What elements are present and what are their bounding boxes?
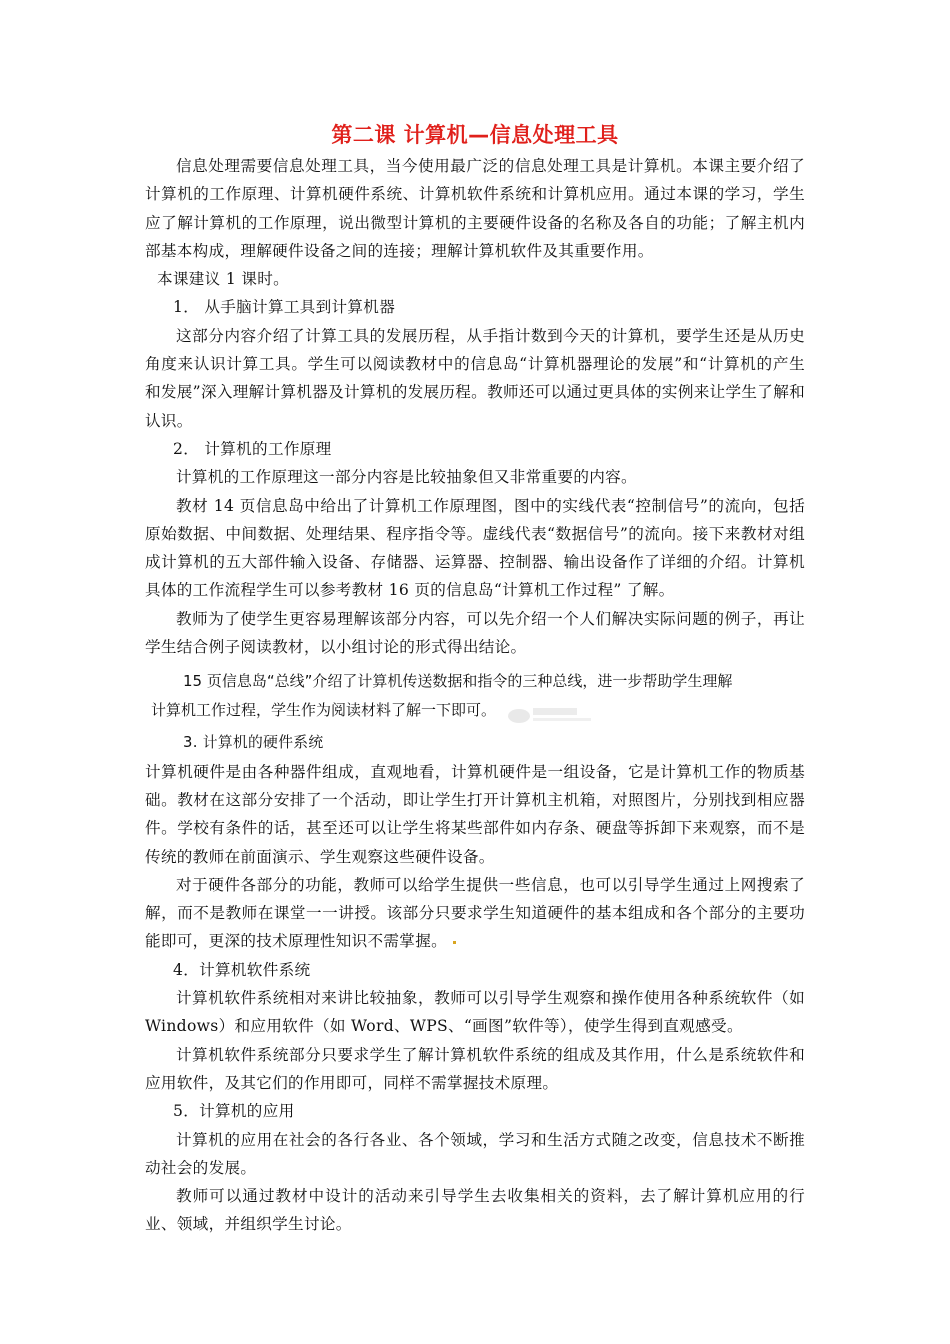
intro-paragraph: 信息处理需要信息处理工具，当今使用最广泛的信息处理工具是计算机。本课主要介绍了计算机的工作原理、计算机硬件系统、计算机软件系统和计算机应用。通过本课的学习，学生应了解计算机的工作原理，说出微型计算机的主要硬件设备的名称及各自的功能；了解主机内部基本构成，理解硬件设备之间的连接；理解计算机软件及其重要作用。	[145, 157, 805, 260]
section-2-bus-note	[145, 667, 805, 725]
section-1-heading: 1． 从手脑计算工具到计算机器	[173, 298, 396, 317]
section-5-paragraph-1: 计算机的应用在社会的各行各业、各个领域，学习和生活方式随之改变，信息技术不断推动社会的发展。	[145, 1130, 805, 1177]
document-page	[145, 118, 805, 1239]
bus-note-line-1: 15 页信息岛“总线”介绍了计算机传送数据和指令的三种总线，进一步帮助学生理解	[183, 672, 733, 691]
watermark-logo-icon	[505, 700, 595, 728]
section-4-paragraph-2: 计算机软件系统部分只要求学生了解计算机软件系统的组成及其作用，什么是系统软件和应用软件，及其它们的作用即可，同样不需掌握技术原理。	[145, 1045, 805, 1092]
mark-dot-icon	[453, 941, 456, 944]
section-3-paragraph-1: 计算机硬件是由各种器件组成，直观地看，计算机硬件是一组设备，它是计算机工作的物质基础。教材在这部分安排了一个活动，即让学生打开计算机主机箱，对照图片，分别找到相应器件。学校有条件的话，甚至还可以让学生将某些部件如内存条、硬盘等拆卸下来观察，而不是传统的教师在前面演示、学生观察这些硬件设备。	[145, 762, 805, 866]
bus-note-line-2: 计算机工作过程，学生作为阅读材料了解一下即可。	[151, 701, 497, 720]
lesson-suggestion: 本课建议 1 课时。	[157, 270, 289, 289]
section-5-paragraph-2: 教师可以通过教材中设计的活动来引导学生去收集相关的资料，去了解计算机应用的行业、领域，并组织学生讨论。	[145, 1187, 805, 1234]
section-4-paragraph-1: 计算机软件系统相对来讲比较抽象，教师可以引导学生观察和操作使用各种系统软件（如 Windows）和应用软件（如 Word、WPS、“画图”软件等），使学生得到直观感受。	[145, 989, 805, 1036]
section-3-paragraph-2	[145, 871, 805, 956]
section-5-heading: 5．计算机的应用	[173, 1102, 295, 1121]
section-2-heading: 2． 计算机的工作原理	[173, 439, 332, 458]
section-3-paragraph-2-text: 对于硬件各部分的功能，教师可以给学生提供一些信息，也可以引导学生通过上网搜索了解，而不是教师在课堂一一讲授。该部分只要求学生知道硬件的基本组成和各个部分的主要功能即可，更深的技术原理性知识不需掌握。	[145, 875, 805, 951]
document-title: 第二课 计算机—信息处理工具	[331, 123, 619, 147]
section-2-paragraph-3: 教师为了使学生更容易理解该部分内容，可以先介绍一个人们解决实际问题的例子，再让学生结合例子阅读教材，以小组讨论的形式得出结论。	[145, 609, 805, 657]
section-1-paragraph: 这部分内容介绍了计算工具的发展历程，从手指计数到今天的计算机，要学生还是从历史角度来认识计算工具。学生可以阅读教材中的信息岛“计算机器理论的发展”和“计算机的产生和发展”深入理解计算机器及计算机的发展历程。教师还可以通过更具体的实例来让学生了解和认识。	[145, 326, 805, 430]
section-4-heading: 4．计算机软件系统	[173, 960, 311, 979]
section-2-paragraph-1: 计算机的工作原理这一部分内容是比较抽象但又非常重要的内容。	[176, 468, 637, 487]
section-3-heading: 3. 计算机的硬件系统	[183, 734, 324, 752]
section-2-paragraph-2: 教材 14 页信息岛中给出了计算机工作原理图，图中的实线代表“控制信号”的流向，包括原始数据、中间数据、处理结果、程序指令等。虚线代表“数据信号”的流向。接下来教材对组成计算机的五大部件输入设备、存储器、运算器、控制器、输出设备作了详细的介绍。计算机具体的工作流程学生可以参考教材 16 页的信息岛“计算机工作过程” 了解。	[145, 496, 805, 600]
